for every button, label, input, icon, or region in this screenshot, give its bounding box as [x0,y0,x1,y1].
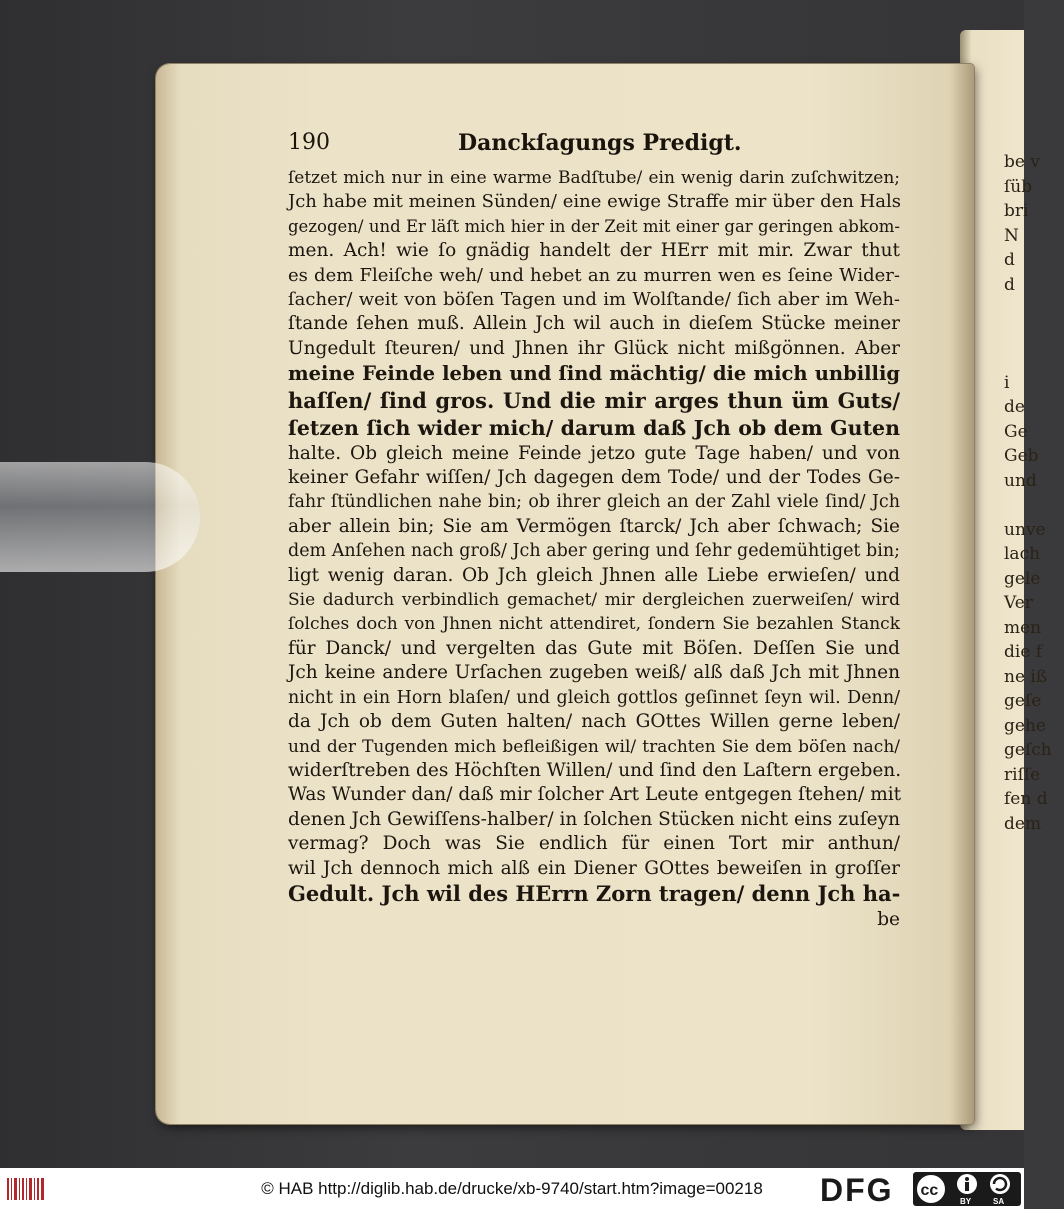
adjacent-page-fragment: N [1004,225,1019,246]
adjacent-page-fragment: Ge [1004,421,1028,442]
text-line: vermag? Doch was Sie endlich für einen Tort mir anthun/ [288,833,900,855]
text-line: Ungedult ſteuren/ und Jhnen ihr Glück nicht mißgönnen. Aber [288,337,900,359]
text-line: da Jch ob dem Guten halten/ nach GOttes Willen gerne leben/ [288,711,900,733]
adjacent-page-fragment: fen d [1004,789,1048,809]
adjacent-page-fragment: riſſe [1004,764,1041,785]
page-header [288,130,898,160]
text-line: aber allein bin; Sie am Vermögen ſtarck/ Jch aber ſchwach; Sie [288,515,900,537]
adjacent-page-fragment [1004,322,1064,347]
adjacent-page-fragment: geſe [1004,691,1042,711]
text-line: gezogen/ und Er läſt mich hier in der Zeit mit einer gar geringen abkom- [288,216,900,236]
text-line: fahr ſtündlichen nahe bin; ob ihrer gleich an der Zahl viele ſind/ Jch [288,492,900,513]
dfg-logo-text: DFG [820,1172,894,1208]
adjacent-page-text [1004,150,1064,836]
adjacent-page-fragment: ſüb [1004,176,1033,197]
adjacent-page-fragment [1004,346,1064,371]
text-line: widerſtreben des Höchſten Willen/ und ſind den Laſtern ergeben. [288,759,902,781]
text-line: denen Jch Gewiſſens-halber/ in ſolchen Stücken nicht eins zuſeyn [288,808,900,830]
catchword: be [877,908,900,930]
adjacent-page-fragment: Ver [1004,593,1033,613]
adjacent-page-fragment: gele [1004,568,1041,589]
adjacent-page-fragment: dem [1004,813,1042,834]
text-line: ligt wenig daran. Ob Jch gleich Jhnen alle Liebe erwieſen/ und [288,564,900,586]
adjacent-page-fragment: unve [1004,519,1046,540]
text-line: men. Ach! wie ſo gnädig handelt der HErr mit mir. Zwar thut [288,240,900,262]
text-line: Was Wunder dan/ daß mir ſolcher Art Leute entgegen ſtehen/ mit [288,784,902,806]
text-line: keiner Gefahr wiſſen/ Jch dagegen dem Tode/ und der Todes Ge- [288,467,900,489]
adjacent-page-fragment: men [1004,617,1042,638]
adjacent-page-fragment: und [1004,470,1037,491]
adjacent-page-fragment: Geb [1004,446,1039,466]
adjacent-page-fragment: de [1004,397,1025,417]
running-head: Danckſagungs Predigt. [458,130,742,156]
text-line: ſtande ſehen muß. Allein Jch wil auch in dieſem Stücke meiner [288,313,900,335]
text-line: halte. Ob gleich meine Feinde jetzo gute Tage haben/ und von [288,442,900,464]
page-number: 190 [288,130,330,155]
scripture-line: ſetzen ſich wider mich/ darum daß Jch ob dem Guten [288,415,900,440]
adjacent-page-fragment: be v [1004,152,1040,172]
scripture-line: haſſen/ ſind gros. Und die mir arges thun üm Guts/ [288,388,900,414]
text-line: es dem Fleiſche weh/ und hebet an zu murren wen es ſeine Wider- [288,264,900,286]
adjacent-page-fragment [1004,493,1064,518]
svg-text:cc: cc [920,1182,939,1199]
text-line: ſetzet mich nur in eine warme Badſtube/ ein wenig darin zuſchwitzen; [288,168,900,188]
text-line: Jch habe mit meinen Sünden/ eine ewige Straffe mir über den Hals [288,191,902,213]
text-line: für Danck/ und vergelten das Gute mit Böſen. Deſſen Sie und [288,637,900,659]
text-line: ſolches doch von Jhnen nicht attendiret, ſondern Sie bezahlen Stanck [288,614,900,635]
adjacent-page-fragment: lach [1004,544,1041,564]
cc-license-icon [912,1171,1022,1207]
cc-sa-text: SA [993,1197,1005,1206]
adjacent-page-fragment: d [1004,274,1015,295]
sermon-body-text [288,166,900,932]
text-line: nicht in ein Horn blaſen/ und gleich gottlos geſinnet ſeyn wil. Denn/ [288,687,900,708]
dfg-logo-icon [818,1172,910,1206]
cc-by-text: BY [960,1197,972,1206]
footer-bar [0,1168,1024,1209]
adjacent-page-fragment: i [1004,372,1010,393]
scripture-line: meine Feinde leben und ſind mächtig/ die mich unbillig [288,362,900,386]
copyright-link[interactable]: © HAB http://diglib.hab.de/drucke/xb-9740/start.htm?image=00218 [261,1179,763,1198]
text-line: ſacher/ weit von böſen Tagen und im Wolſtande/ ſich aber im Weh- [288,289,900,311]
adjacent-page-fragment: ne iß [1004,666,1048,687]
adjacent-page-fragment: d [1004,250,1015,270]
text-line: dem Anſehen nach groß/ Jch aber gering und ſehr gedemühtiget bin; [288,541,900,562]
adjacent-page-fragment: geſch [1004,740,1052,760]
text-line: Sie dadurch verbindlich gemachet/ mir dergleichen zuerweiſen/ wird [288,590,900,611]
adjacent-page-fragment [1004,297,1064,322]
adjacent-page-fragment: gehe [1004,715,1046,736]
adjacent-page-fragment: bri [1004,201,1029,221]
text-line: Jch keine andere Urſachen zugeben weiß/ alß daß Jch mit Jhnen [288,662,900,684]
adjacent-page-fragment: die f [1004,642,1043,662]
page-clip [0,462,200,572]
scripture-line: Gedult. Jch wil des HErrn Zorn tragen/ denn Jch ha- [288,880,901,906]
text-line: wil Jch dennoch mich alß ein Diener GOttes beweiſen in groſſer [288,857,900,879]
text-line: und der Tugenden mich befleißigen wil/ trachten Sie dem böſen nach/ [288,736,900,757]
